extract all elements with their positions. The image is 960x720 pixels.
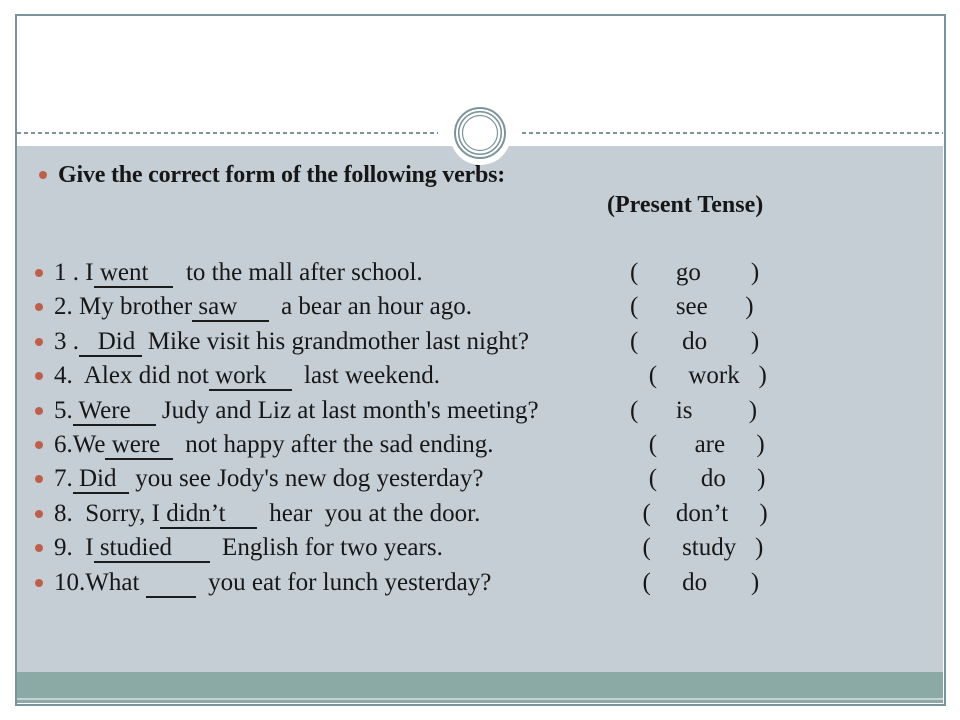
bullet-icon <box>35 372 43 380</box>
verb-hint: ( see ) <box>630 293 754 320</box>
verb-hint: ( don’t ) <box>630 500 768 527</box>
verb-hint: ( do ) <box>630 328 760 355</box>
item-pre: 4. Alex did not <box>54 362 209 389</box>
item-pre: 2. My brother <box>54 293 193 320</box>
exercise-item-10 <box>0 568 960 598</box>
item-pre: 8. Sorry, I <box>54 500 161 527</box>
bullet-icon <box>35 441 43 449</box>
exercise-item-3 <box>0 327 960 357</box>
answer-blank: work <box>208 362 292 389</box>
bullet-icon <box>35 269 43 277</box>
verb-hint: ( do ) <box>630 465 766 492</box>
item-post: you see Jody's new dog yesterday? <box>129 465 484 492</box>
item-post: Mike visit his grandmother last night? <box>141 328 529 355</box>
exercise-item-1 <box>0 258 960 288</box>
verb-hint: ( go ) <box>630 259 760 286</box>
item-pre: 5. <box>54 397 73 424</box>
exercise-item-5 <box>0 396 960 426</box>
exercise-item-8 <box>0 499 960 529</box>
page-title-row <box>4 160 960 190</box>
answer-blank: studied <box>93 534 210 561</box>
bullet-icon <box>35 407 43 415</box>
verb-hint: ( are ) <box>630 431 765 458</box>
exercise-item-6 <box>0 430 960 460</box>
item-post: you eat for lunch yesterday? <box>195 569 492 596</box>
bullet-icon <box>35 544 43 552</box>
answer-blank <box>146 569 196 598</box>
subtitle: (Present Tense) <box>607 192 764 218</box>
item-pre: 9. I <box>54 534 94 561</box>
item-pre: 3 . <box>54 328 79 355</box>
verb-hint: ( work ) <box>630 362 767 389</box>
item-post: hear you at the door. <box>256 500 481 527</box>
verb-hint: ( do ) <box>630 569 760 596</box>
item-post: not happy after the sad ending. <box>172 431 494 458</box>
answer-blank: saw <box>192 293 269 320</box>
answer-blank: Did <box>79 328 142 355</box>
verb-hint: ( study ) <box>630 534 764 561</box>
item-pre: 7. <box>54 465 73 492</box>
item-post: Judy and Liz at last month's meeting? <box>155 397 539 424</box>
item-post: a bear an hour ago. <box>268 293 472 320</box>
item-post: to the mall after school. <box>173 259 423 286</box>
page-title: Give the correct form of the following verbs: <box>58 162 506 188</box>
exercise-item-7 <box>0 464 960 494</box>
item-post: last weekend. <box>291 362 441 389</box>
dashed-divider-left <box>17 132 438 134</box>
exercise-item-4 <box>0 361 960 391</box>
item-post: English for two years. <box>209 534 443 561</box>
item-pre: 10.What <box>54 569 146 596</box>
item-pre: 1 . I <box>54 259 94 286</box>
bullet-icon <box>35 510 43 518</box>
footer-accent-line <box>17 698 943 700</box>
dashed-divider-right <box>522 132 943 134</box>
item-pre: 6.We <box>54 431 106 458</box>
bullet-icon <box>39 171 47 179</box>
bullet-icon <box>35 303 43 311</box>
exercise-item-9 <box>0 533 960 563</box>
answer-blank: Were <box>72 397 156 424</box>
bullet-icon <box>35 475 43 483</box>
answer-blank: Did <box>72 465 129 492</box>
bullet-icon <box>35 579 43 587</box>
bullet-icon <box>35 338 43 346</box>
verb-hint: ( is ) <box>630 397 758 424</box>
answer-blank: went <box>93 259 174 286</box>
circle-ornament-icon <box>452 105 508 161</box>
exercise-item-2 <box>0 292 960 322</box>
answer-blank: didn’t <box>160 500 257 527</box>
answer-blank: were <box>105 431 173 458</box>
